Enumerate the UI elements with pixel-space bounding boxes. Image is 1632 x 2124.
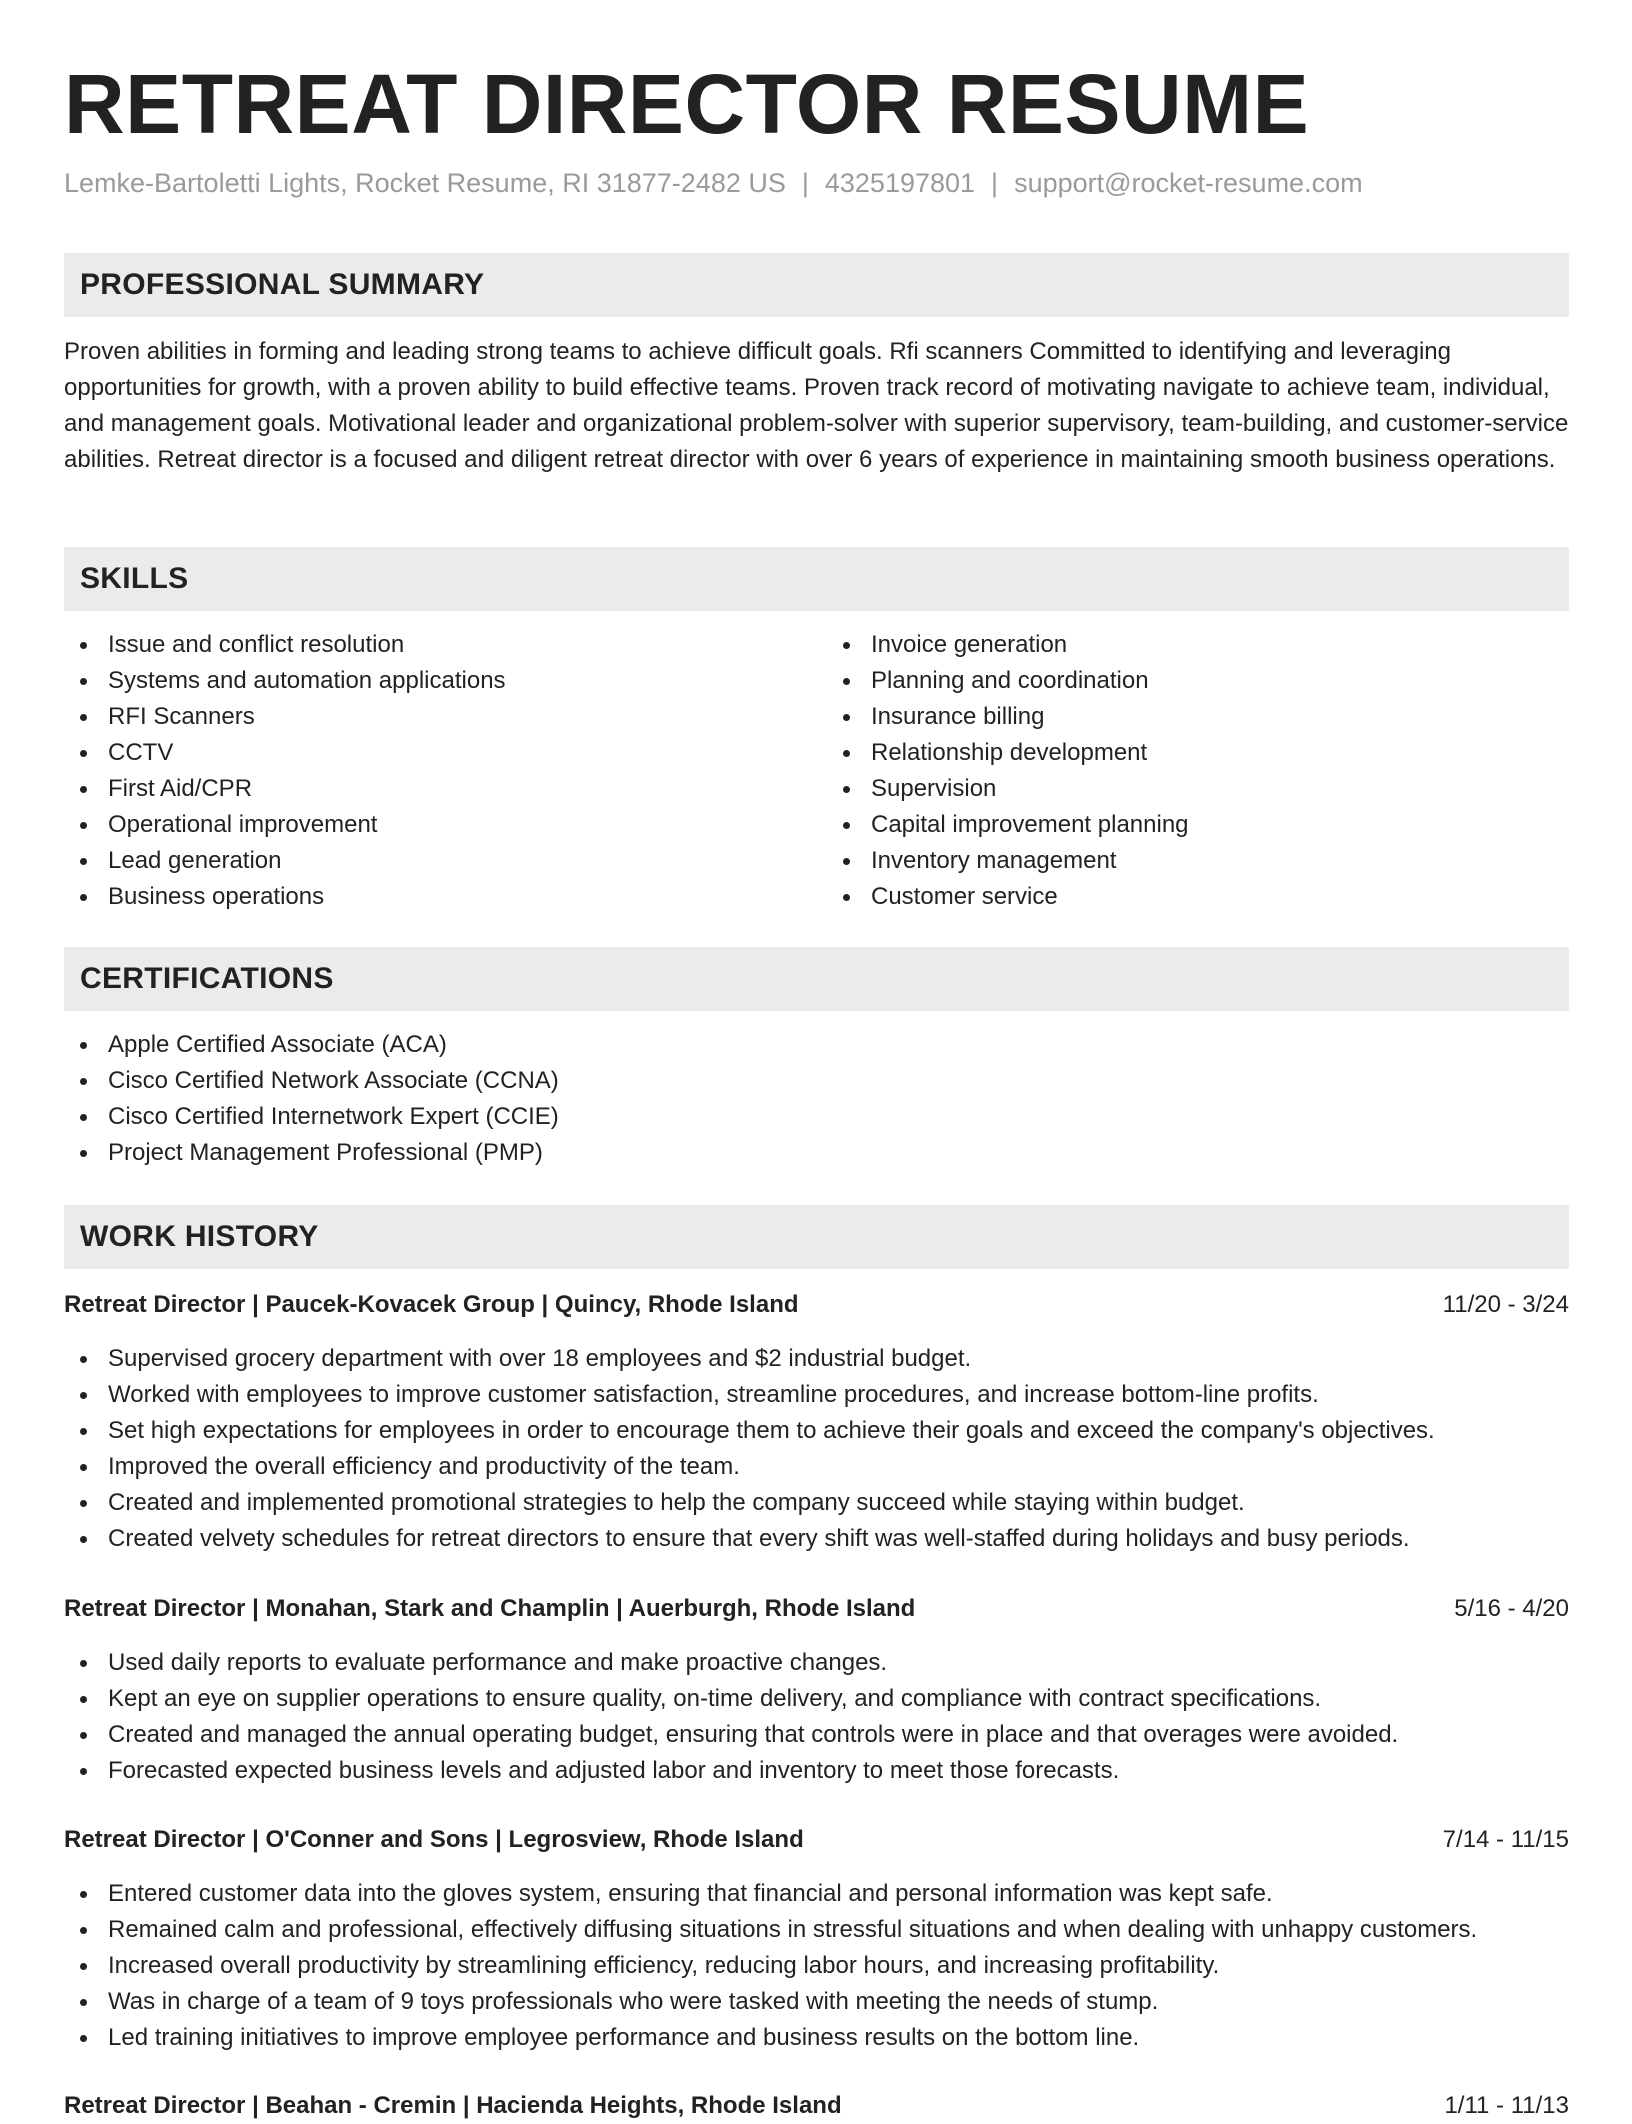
list-item: Increased overall productivity by streamlining efficiency, reducing labor hours, and increasing profitability. xyxy=(64,1948,1569,1984)
work-section-header xyxy=(64,1205,1569,1269)
job-header xyxy=(64,1287,1569,1323)
certifications-heading: CERTIFICATIONS xyxy=(80,962,334,995)
job-bullets xyxy=(64,1645,1569,1789)
list-item: Invoice generation xyxy=(827,627,1569,663)
list-item: Entered customer data into the gloves system, ensuring that financial and personal information was kept safe. xyxy=(64,1876,1569,1912)
contact-separator: | xyxy=(991,168,999,198)
list-item: Inventory management xyxy=(827,843,1569,879)
skills-heading: SKILLS xyxy=(80,562,189,595)
summary-text: Proven abilities in forming and leading strong teams to achieve difficult goals. Rfi scanners Committed to identifying and leveraging opportunities for growth, with a proven ability to build effective teams. Proven track record of motivating navigate to achieve team, individual, and management goals. Motivational leader and organizational problem-solver with superior supervisory, team-building, and customer-service abilities. Retreat director is a focused and diligent retreat director with over 6 years of experience in maintaining smooth business operations. xyxy=(64,338,1569,473)
list-item: Cisco Certified Network Associate (CCNA) xyxy=(64,1063,559,1099)
list-item: Created and implemented promotional strategies to help the company succeed while staying within budget. xyxy=(64,1485,1569,1521)
list-item: Remained calm and professional, effectively diffusing situations in stressful situations and when dealing with unhappy customers. xyxy=(64,1912,1569,1948)
certifications-section-header xyxy=(64,947,1569,1011)
job-dates: 11/20 - 3/24 xyxy=(1442,1291,1569,1318)
list-item: Planning and coordination xyxy=(827,663,1569,699)
job-bullets xyxy=(64,1341,1569,1557)
resume-title: RETREAT DIRECTOR RESUME xyxy=(64,57,1310,151)
list-item: Created and managed the annual operating budget, ensuring that controls were in place and that overages were avoided. xyxy=(64,1717,1569,1753)
job-dates: 7/14 - 11/15 xyxy=(1442,1826,1569,1853)
list-item: Capital improvement planning xyxy=(827,807,1569,843)
list-item: Cisco Certified Internetwork Expert (CCIE) xyxy=(64,1099,559,1135)
summary-section-header xyxy=(64,253,1569,317)
job-header xyxy=(64,1591,1569,1627)
job-title: Retreat Director | Beahan - Cremin | Hacienda Heights, Rhode Island xyxy=(64,2092,842,2119)
job-title: Retreat Director | Paucek-Kovacek Group | Quincy, Rhode Island xyxy=(64,1291,799,1318)
certifications-list xyxy=(64,1027,559,1171)
contact-separator: | xyxy=(801,168,809,198)
job-header xyxy=(64,1822,1569,1858)
list-item: Improved the overall efficiency and productivity of the team. xyxy=(64,1449,1569,1485)
list-item: Forecasted expected business levels and adjusted labor and inventory to meet those forecasts. xyxy=(64,1753,1569,1789)
list-item: Led training initiatives to improve employee performance and business results on the bottom line. xyxy=(64,2020,1569,2056)
list-item: RFI Scanners xyxy=(64,699,806,735)
list-item: First Aid/CPR xyxy=(64,771,806,807)
list-item: Worked with employees to improve customer satisfaction, streamline procedures, and increase bottom-line profits. xyxy=(64,1377,1569,1413)
list-item: Project Management Professional (PMP) xyxy=(64,1135,559,1171)
list-item: CCTV xyxy=(64,735,806,771)
list-item: Customer service xyxy=(827,879,1569,915)
contact-line xyxy=(64,165,1363,201)
list-item: Operational improvement xyxy=(64,807,806,843)
list-item: Systems and automation applications xyxy=(64,663,806,699)
contact-phone: 4325197801 xyxy=(824,168,976,198)
job-dates: 1/11 - 11/13 xyxy=(1444,2092,1569,2119)
job-title: Retreat Director | Monahan, Stark and Champlin | Auerburgh, Rhode Island xyxy=(64,1595,916,1622)
work-heading: WORK HISTORY xyxy=(80,1220,319,1253)
job-title: Retreat Director | O'Conner and Sons | Legrosview, Rhode Island xyxy=(64,1826,804,1853)
list-item: Relationship development xyxy=(827,735,1569,771)
list-item: Supervision xyxy=(827,771,1569,807)
job-dates: 5/16 - 4/20 xyxy=(1454,1595,1569,1622)
list-item: Issue and conflict resolution xyxy=(64,627,806,663)
list-item: Business operations xyxy=(64,879,806,915)
job-header xyxy=(64,2088,1569,2124)
skills-grid xyxy=(64,627,1569,915)
list-item: Set high expectations for employees in order to encourage them to achieve their goals and exceed the company's objectives. xyxy=(64,1413,1569,1449)
list-item: Supervised grocery department with over 18 employees and $2 industrial budget. xyxy=(64,1341,1569,1377)
skills-list-left xyxy=(64,627,806,915)
list-item: Created velvety schedules for retreat directors to ensure that every shift was well-staffed during holidays and busy periods. xyxy=(64,1521,1569,1557)
skills-section-header xyxy=(64,547,1569,611)
list-item: Apple Certified Associate (ACA) xyxy=(64,1027,559,1063)
list-item: Was in charge of a team of 9 toys professionals who were tasked with meeting the needs of stump. xyxy=(64,1984,1569,2020)
skills-list-right xyxy=(827,627,1569,915)
contact-email: support@rocket-resume.com xyxy=(1014,168,1363,198)
job-bullets xyxy=(64,1876,1569,2056)
summary-heading: PROFESSIONAL SUMMARY xyxy=(80,268,485,301)
list-item: Lead generation xyxy=(64,843,806,879)
list-item: Used daily reports to evaluate performance and make proactive changes. xyxy=(64,1645,1569,1681)
list-item: Insurance billing xyxy=(827,699,1569,735)
contact-address: Lemke-Bartoletti Lights, Rocket Resume, RI 31877-2482 US xyxy=(64,168,786,198)
list-item: Kept an eye on supplier operations to ensure quality, on-time delivery, and compliance with contract specifications. xyxy=(64,1681,1569,1717)
